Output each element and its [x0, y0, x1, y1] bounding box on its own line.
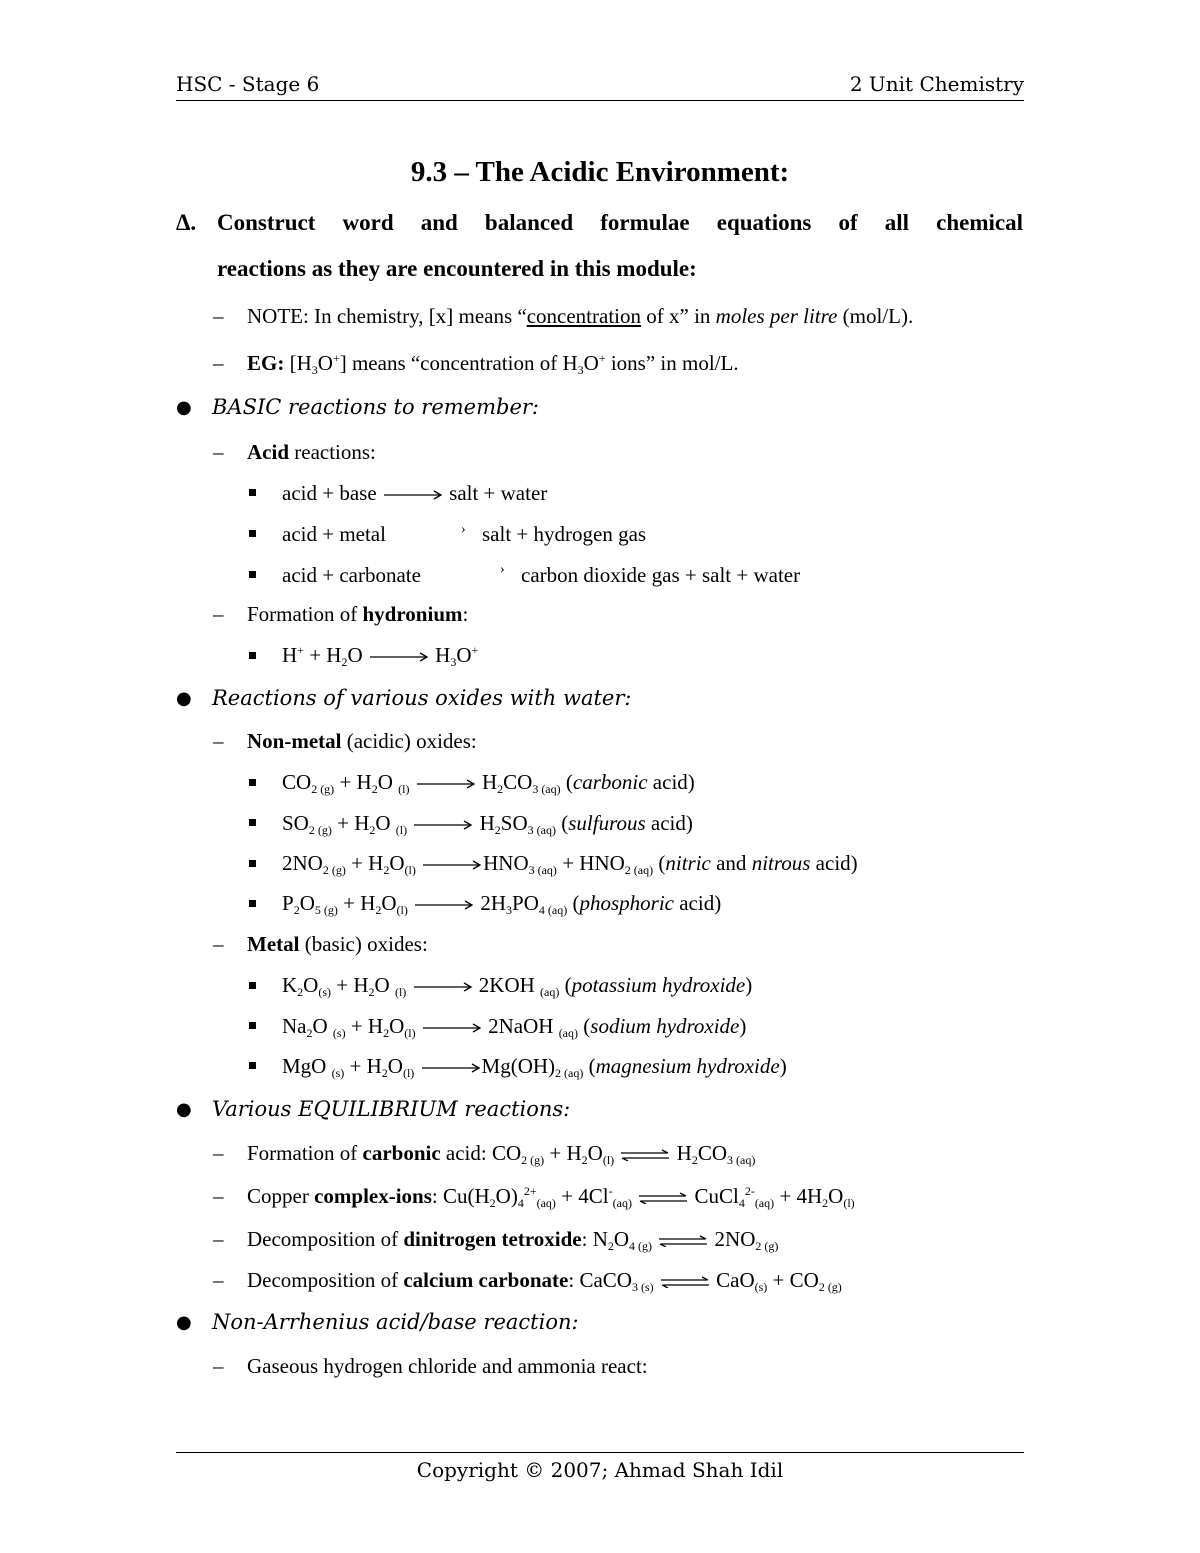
dash-marker: – [213, 602, 224, 626]
equilibrium-arrow-icon [637, 1192, 689, 1204]
acid-metal-reaction: acid + metal [282, 522, 386, 546]
bullet-icon: ● [176, 1312, 192, 1333]
dash-marker: – [213, 440, 224, 464]
metal-reaction-1: $K_2O_{(s)} + H_2O$ $_{(l)}$ 2KOH $_{(aq)}$ (potassium hydroxide) [282, 973, 753, 999]
arrow-icon [413, 900, 475, 910]
dash-marker: – [213, 351, 224, 375]
square-bullet-icon [249, 489, 256, 496]
acid-carbonate-product: carbon dioxide gas + salt + water [521, 563, 801, 587]
arrow-icon [415, 779, 477, 789]
chevron-icon: › [461, 522, 466, 537]
square-bullet-icon [249, 1062, 256, 1069]
dash-marker: – [213, 1141, 224, 1165]
hydronium-heading: Formation of hydronium: [247, 602, 469, 626]
header-left: HSC - Stage 6 [176, 72, 320, 96]
dash-marker: – [213, 729, 224, 753]
acid-carbonate-reaction: acid + carbonate [282, 563, 421, 587]
bullet-equilibrium: Various EQUILIBRIUM reactions: [212, 1097, 571, 1121]
dash-marker: – [213, 1184, 224, 1208]
hydronium-equation: $H^+ + H_2O$ $H_3O^+$ [282, 643, 479, 669]
dash-marker: – [213, 304, 224, 328]
metal-reaction-2: $Na_2O$ $_{(s)} + H_2O_{(l)}$ 2NaOH $_{(aq)}$ (sodium hydroxide) [282, 1014, 747, 1040]
equilibrium-reaction-1: Formation of carbonic acid: $CO_{2 (g)} + H_2O_{(l)}$ $H_2CO_{3 (aq)}$ [247, 1141, 756, 1167]
metal-heading: Metal (basic) oxides: [247, 932, 428, 956]
header-right: 2 Unit Chemistry [849, 72, 1024, 96]
arrow-icon [368, 652, 430, 662]
arrow-icon [420, 1063, 482, 1073]
metal-reaction-3: MgO $_{(s)} + H_2O_{(l)}$ $Mg(OH)_{2 (aq)}$ (magnesium hydroxide) [282, 1054, 787, 1080]
section-heading-line1: Construct word and balanced formulae equations of all chemical [217, 210, 1023, 235]
square-bullet-icon [249, 982, 256, 989]
square-bullet-icon [249, 1022, 256, 1029]
dash-marker: – [213, 1227, 224, 1251]
nonmetal-reaction-1: $CO_{2 (g)} + H_2O$ $_{(l)}$ $H_2CO_{3 (aq)}$ (carbonic acid) [282, 770, 695, 796]
footer-rule [176, 1452, 1024, 1453]
square-bullet-icon [249, 652, 256, 659]
equilibrium-reaction-4: Decomposition of calcium carbonate: CaCO$_{3 (s)}$ $CaO_{(s)} + CO_{2 (g)}$ [247, 1268, 842, 1294]
nonmetal-reaction-3: $2NO_{2 (g)} + H_2O_{(l)}$ $HNO_{3 (aq)} + HNO_{2 (aq)}$ (nitric and nitrous acid) [282, 851, 858, 877]
arrow-icon [382, 490, 444, 500]
chevron-icon: › [500, 562, 505, 577]
square-bullet-icon [249, 819, 256, 826]
example-line: EG: $[H_3O^+]$ means “concentration of $H_3O^+$ ions” in mol/L. [247, 351, 739, 377]
arrow-icon [412, 820, 474, 830]
nonmetal-heading: Non-metal (acidic) oxides: [247, 729, 477, 753]
dash-marker: – [213, 1354, 224, 1378]
square-bullet-icon [249, 571, 256, 578]
nonmetal-reaction-4: $P_2O_{5 (g)} + H_2O_{(l)}$ $2H_3PO_{4 (aq)}$ (phosphoric acid) [282, 891, 722, 917]
bullet-oxides: Reactions of various oxides with water: [212, 686, 632, 710]
bullet-non-arrhenius: Non-Arrhenius acid/base reaction: [212, 1310, 579, 1334]
acid-base-reaction: acid + base salt + water [282, 481, 548, 505]
bullet-icon: ● [176, 397, 192, 418]
square-bullet-icon [249, 860, 256, 867]
equilibrium-arrow-icon [657, 1235, 709, 1247]
square-bullet-icon [249, 530, 256, 537]
bullet-icon: ● [176, 1099, 192, 1120]
dash-marker: – [213, 1268, 224, 1292]
arrow-icon [421, 1023, 483, 1033]
bullet-icon: ● [176, 688, 192, 709]
equilibrium-arrow-icon [659, 1276, 711, 1288]
footer-copyright: Copyright © 2007; Ahmad Shah Idil [416, 1458, 784, 1482]
section-heading-line2: reactions as they are encountered in this module: [217, 256, 697, 281]
equilibrium-reaction-3: Decomposition of dinitrogen tetroxide: $N_2O_{4 (g)}$ $2NO_{2 (g)}$ [247, 1227, 779, 1253]
equilibrium-reaction-2: Copper complex-ions: $Cu(H_2O)_4^{2+}_{(aq)} + 4Cl^-_{(aq)}$ CuCl$_4^{2-}_{(aq)}$ + $4H_2O_{(l)}$ [247, 1184, 855, 1210]
hcl-ammonia-line: Gaseous hydrogen chloride and ammonia react: [247, 1354, 648, 1378]
dash-marker: – [213, 932, 224, 956]
note-line: NOTE: In chemistry, [x] means “concentration of x” in moles per litre (mol/L). [247, 304, 914, 328]
nonmetal-reaction-2: $SO_{2 (g)} + H_2O$ $_{(l)}$ $H_2SO_{3 (aq)}$ (sulfurous acid) [282, 811, 693, 837]
page-header [176, 70, 1024, 101]
equilibrium-arrow-icon [619, 1149, 671, 1161]
arrow-icon [421, 860, 483, 870]
section-marker: Δ. [176, 210, 197, 235]
page-title: 9.3 – The Acidic Environment: [410, 156, 790, 188]
square-bullet-icon [249, 900, 256, 907]
arrow-icon [412, 982, 474, 992]
acid-reactions-heading: Acid reactions: [247, 440, 376, 464]
square-bullet-icon [249, 779, 256, 786]
bullet-basic: BASIC reactions to remember: [212, 395, 540, 419]
acid-metal-product: salt + hydrogen gas [482, 522, 647, 546]
